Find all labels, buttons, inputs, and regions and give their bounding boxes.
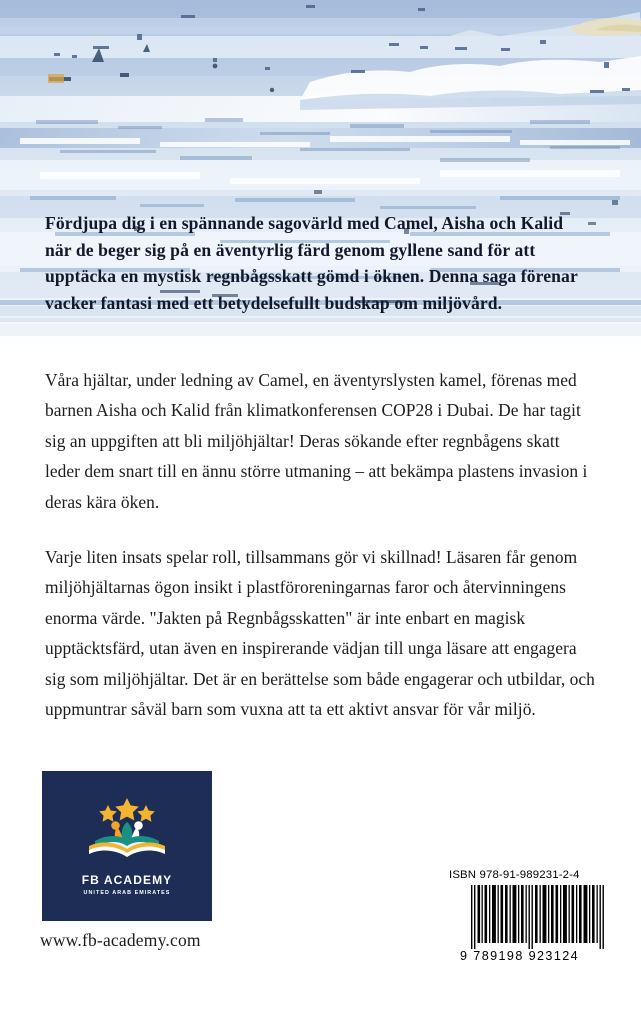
isbn-number: ISBN 978-91-989231-2-4 — [449, 869, 580, 881]
publisher-website: www.fb-academy.com — [40, 930, 201, 950]
publisher-logo — [42, 771, 212, 921]
description-body — [45, 365, 597, 724]
publisher-logo-subtitle: UNITED ARAB EMIRATES — [83, 889, 171, 896]
fb-academy-emblem-icon — [79, 796, 175, 870]
barcode-digits: 9 789198 923124 — [460, 949, 580, 963]
isbn-barcode — [470, 885, 609, 949]
description-paragraph: Våra hjältar, under ledning av Camel, en äventyrslysten kamel, förenas med barnen Aisha och Kalid från klimatkonferensen COP28 i Dubai. De har tagit sig an uppgiften att bli miljöhjältar! Deras sökande efter regnbågens skatt leder dem snart till en ännu större utmaning – att bekämpa plastens invasion i deras kära öken. — [45, 370, 588, 512]
description-paragraph: Varje liten insats spelar roll, tillsammans gör vi skillnad! Läsaren får genom miljöhjältarnas ögon insikt i plastföroreningarnas faror och återvinningens enorma värde. "Jakten på Regnbågsskatten" är inte enbart en magisk upptäcktsfärd, utan även en inspirerande vädjan till unga läsare att engagera sig som miljöhjältar. Det är en berättelse som både engagerar och utbildar, och uppmuntrar såväl barn som vuxna att ta ett aktivt ansvar för vår miljö. — [45, 547, 595, 720]
cover-artwork — [0, 0, 641, 346]
publisher-logo-name: FB ACADEMY — [81, 872, 173, 887]
isbn-block — [449, 869, 597, 963]
intro-blurb: Fördjupa dig i en spännande sagovärld med Camel, Aisha och Kalid när de beger sig på en äventyrlig färd genom gyllene sand för att upptäcka en mystisk regnbågsskatt gömd i öknen. Denna saga förenar vacker fantasi med ett betydelsefullt budskap om miljövård. — [45, 213, 578, 313]
